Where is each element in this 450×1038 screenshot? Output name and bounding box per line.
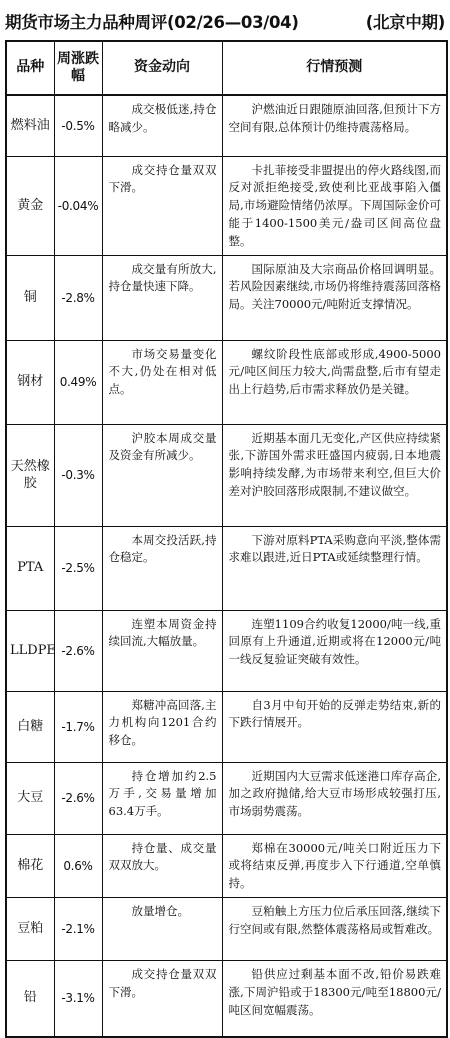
title-bar (5, 4, 445, 38)
table-row (6, 898, 447, 961)
variety-name: 燃料油 (6, 95, 54, 156)
table-row (6, 961, 447, 1037)
variety-name: 钢材 (6, 340, 54, 424)
variety-name: PTA (6, 526, 54, 610)
outlook-text: 沪燃油近日跟随原油回落,但预计下方空间有限,总体预计仍维持震荡格局。 (228, 102, 441, 134)
capital-flow-text: 成交持仓量双双下滑。 (108, 162, 217, 195)
weekly-change: -2.1% (54, 898, 102, 961)
capital-flow-text: 放量增仓。 (131, 904, 189, 918)
outlook-text: 铅供应过剩基本面不改,铅价易跌难涨,下周沪铅或于18300元/吨至18800元/吨区间宽幅震荡。 (228, 967, 441, 1017)
weekly-change: -2.6% (54, 762, 102, 834)
table-row (6, 526, 447, 610)
commodity-review-table (5, 40, 448, 1038)
weekly-change: -0.5% (54, 95, 102, 156)
capital-flow-text: 持仓量、成交量双双放大。 (108, 840, 217, 873)
capital-flow-text: 持仓增加约2.5万手,交易量增加63.4万手。 (108, 768, 217, 819)
outlook-text: 螺纹阶段性底部或形成,4900-5000元/吨区间压力较大,尚需盘整,后市有望走出上行趋势,后市需求释放仍是关键。 (228, 346, 441, 397)
header-variety: 品种 (6, 41, 54, 95)
weekly-change: -2.5% (54, 526, 102, 610)
variety-name: 黄金 (6, 156, 54, 255)
outlook-text: 国际原油及大宗商品价格回调明显。若风险因素继续,市场仍将维持震荡回落格局。关注70000元/吨附近支撑情况。 (228, 261, 441, 312)
weekly-change: 0.6% (54, 834, 102, 897)
weekly-change: -1.7% (54, 691, 102, 762)
edition-label: (北京中期) (365, 13, 445, 32)
table-row (6, 156, 447, 255)
variety-name: 棉花 (6, 834, 54, 897)
outlook-text: 近期国内大豆需求低迷港口库存高企,加之政府抛储,给大豆市场形成较强打压,市场弱势震荡。 (228, 768, 441, 819)
header-weekly-change: 周涨跌幅 (54, 41, 102, 95)
table-row (6, 762, 447, 834)
weekly-change: -0.04% (54, 156, 102, 255)
capital-flow-text: 郑糖冲高回落,主力机构向1201合约移仓。 (108, 697, 217, 748)
outlook-text: 卡扎菲接受非盟提出的停火路线图,而反对派拒绝接受,致使利比亚战事陷入僵局,市场避险情绪仍浓厚。下周国际金价可能于1400-1500美元/盎司区间高位盘整。 (228, 162, 441, 248)
capital-flow-text: 沪胶本周成交量及资金有所减少。 (108, 430, 217, 463)
outlook-text: 近期基本面几无变化,产区供应持续紧张,下游国外需求旺盛国内疲弱,日本地震影响持续发酵,为市场带来利空,但巨大价差对沪胶回落形成限制,不建议做空。 (228, 430, 441, 498)
outlook-text: 郑棉在30000元/吨关口附近压力下或将结束反弹,再度步入下行通道,空单慎持。 (228, 840, 441, 891)
capital-flow-text: 成交持仓量双双下滑。 (108, 967, 217, 999)
table-row (6, 424, 447, 526)
weekly-change: -3.1% (54, 961, 102, 1037)
table-row (6, 255, 447, 340)
weekly-change: -0.3% (54, 424, 102, 526)
weekly-change: -2.8% (54, 255, 102, 340)
table-row (6, 691, 447, 762)
variety-name: 豆粕 (6, 898, 54, 961)
capital-flow-text: 成交量有所放大,持仓量快速下降。 (108, 261, 217, 294)
variety-name: 铜 (6, 255, 54, 340)
outlook-text: 豆粕触上方压力位后承压回落,继续下行空间或有限,然整体震荡格局或暂难改。 (228, 904, 441, 936)
capital-flow-text: 成交极低迷,持仓略减少。 (108, 102, 217, 134)
header-outlook: 行情预测 (222, 41, 447, 95)
weekly-change: -2.6% (54, 610, 102, 691)
header-capital-flow: 资金动向 (102, 41, 222, 95)
variety-name: 白糖 (6, 691, 54, 762)
outlook-text: 连塑1109合约收复12000/吨一线,重回原有上升通道,近期或将在12000元/吨一线反复验证突破有效性。 (228, 616, 441, 667)
table-row (6, 340, 447, 424)
page-title: 期货市场主力品种周评(02/26—03/04) (5, 13, 299, 32)
variety-name: LLDPE (6, 610, 54, 691)
table-row (6, 834, 447, 897)
capital-flow-text: 连塑本周资金持续回流,大幅放量。 (108, 616, 217, 649)
weekly-change: 0.49% (54, 340, 102, 424)
outlook-text: 下游对原料PTA采购意向平淡,整体需求难以跟进,近日PTA或延续整理行情。 (228, 532, 441, 565)
variety-name: 铅 (6, 961, 54, 1037)
table-row (6, 610, 447, 691)
variety-name: 天然橡胶 (6, 424, 54, 526)
capital-flow-text: 本周交投活跃,持仓稳定。 (108, 532, 217, 565)
table-row (6, 95, 447, 156)
capital-flow-text: 市场交易量变化不大,仍处在相对低点。 (108, 346, 217, 397)
variety-name: 大豆 (6, 762, 54, 834)
table-header-row (6, 41, 447, 95)
outlook-text: 自3月中旬开始的反弹走势结束,新的下跌行情展开。 (228, 697, 441, 730)
